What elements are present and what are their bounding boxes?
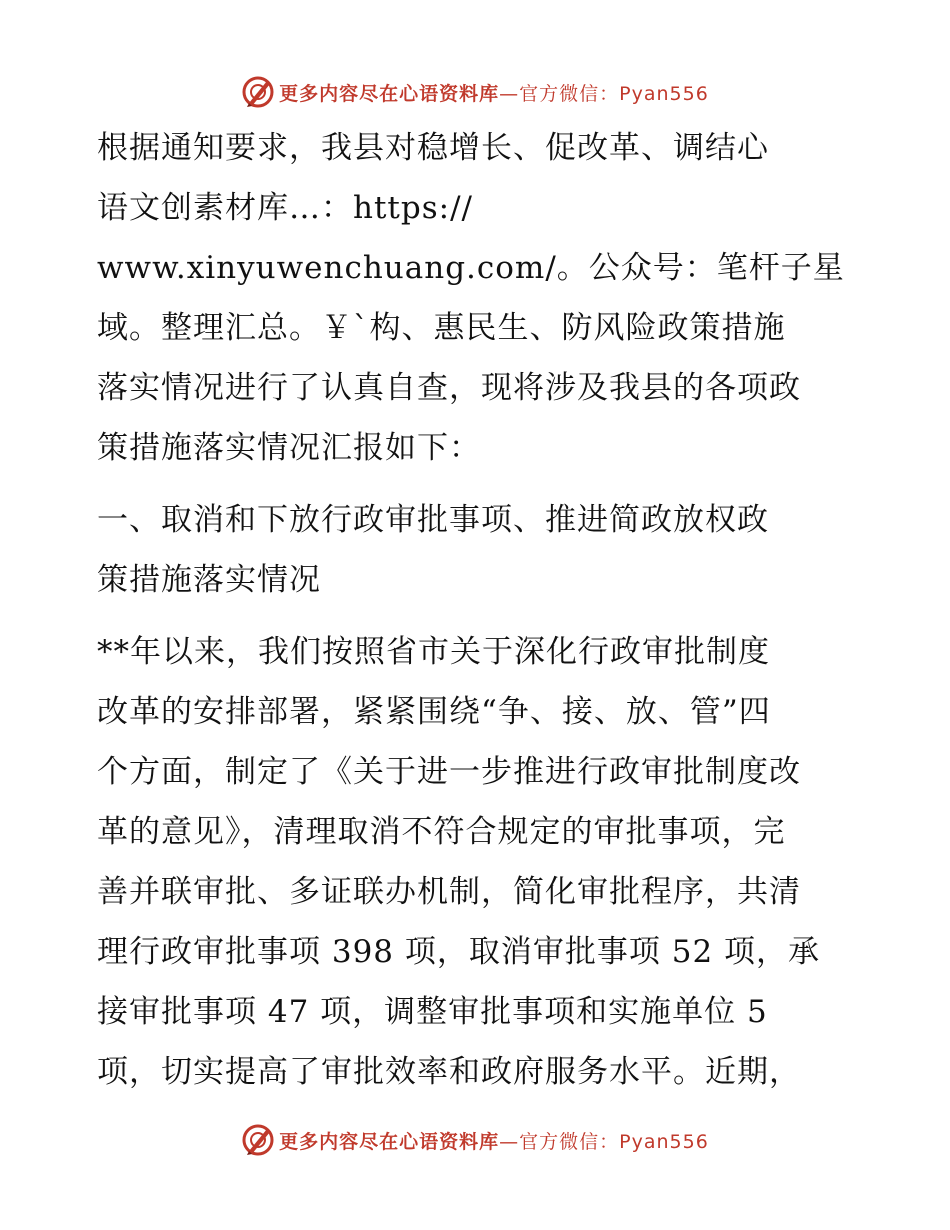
footer-banner-text <box>279 1127 709 1154</box>
paragraph-intro <box>97 118 857 478</box>
text-line: 革的意见》，清理取消不符合规定的审批事项，完 <box>97 814 786 850</box>
pen-logo-icon <box>241 1123 275 1157</box>
text-line: 接审批事项 47 项，调整审批事项和实施单位 5 <box>97 994 768 1030</box>
text-line: 语文创素材库…：https:// <box>97 190 473 226</box>
text-line: 善并联审批、多证联办机制，简化审批程序，共清 <box>97 874 801 910</box>
footer-banner <box>0 1120 950 1160</box>
section-heading-line: 策措施落实情况 <box>97 562 321 598</box>
header-banner-wechat: 官方微信：Pyan556 <box>519 82 709 105</box>
text-line: 理行政审批事项 398 项，取消审批事项 52 项，承 <box>97 934 821 970</box>
header-banner-separator: — <box>499 82 520 105</box>
text-line: 项，切实提高了审批效率和政府服务水平。近期， <box>97 1054 801 1090</box>
footer-banner-wechat: 官方微信：Pyan556 <box>519 1130 709 1153</box>
text-line: **年以来，我们按照省市关于深化行政审批制度 <box>97 634 770 670</box>
footer-banner-separator: — <box>499 1130 520 1153</box>
text-line: 落实情况进行了认真自查，现将涉及我县的各项政 <box>97 370 801 406</box>
text-line: 个方面，制定了《关于进一步推进行政审批制度改 <box>97 754 801 790</box>
text-line: 根据通知要求，我县对稳增长、促改革、调结心 <box>97 130 769 166</box>
paragraph-section-heading <box>97 490 857 610</box>
footer-banner-title: 更多内容尽在心语资料库 <box>279 1130 500 1153</box>
text-line: 改革的安排部署，紧紧围绕“争、接、放、管”四 <box>97 694 771 730</box>
document-body <box>97 118 857 1102</box>
text-line: 域。整理汇总。￥`构、惠民生、防风险政策措施 <box>97 310 786 346</box>
text-line: www.xinyuwenchuang.com/。公众号：笔杆子星 <box>97 250 845 286</box>
header-banner <box>0 72 950 112</box>
section-heading-line: 一、取消和下放行政审批事项、推进简政放权政 <box>97 502 769 538</box>
header-banner-text <box>279 79 709 106</box>
text-line: 策措施落实情况汇报如下： <box>97 430 481 466</box>
pen-logo-icon <box>241 75 275 109</box>
header-banner-title: 更多内容尽在心语资料库 <box>279 82 500 105</box>
paragraph-body <box>97 622 857 1102</box>
